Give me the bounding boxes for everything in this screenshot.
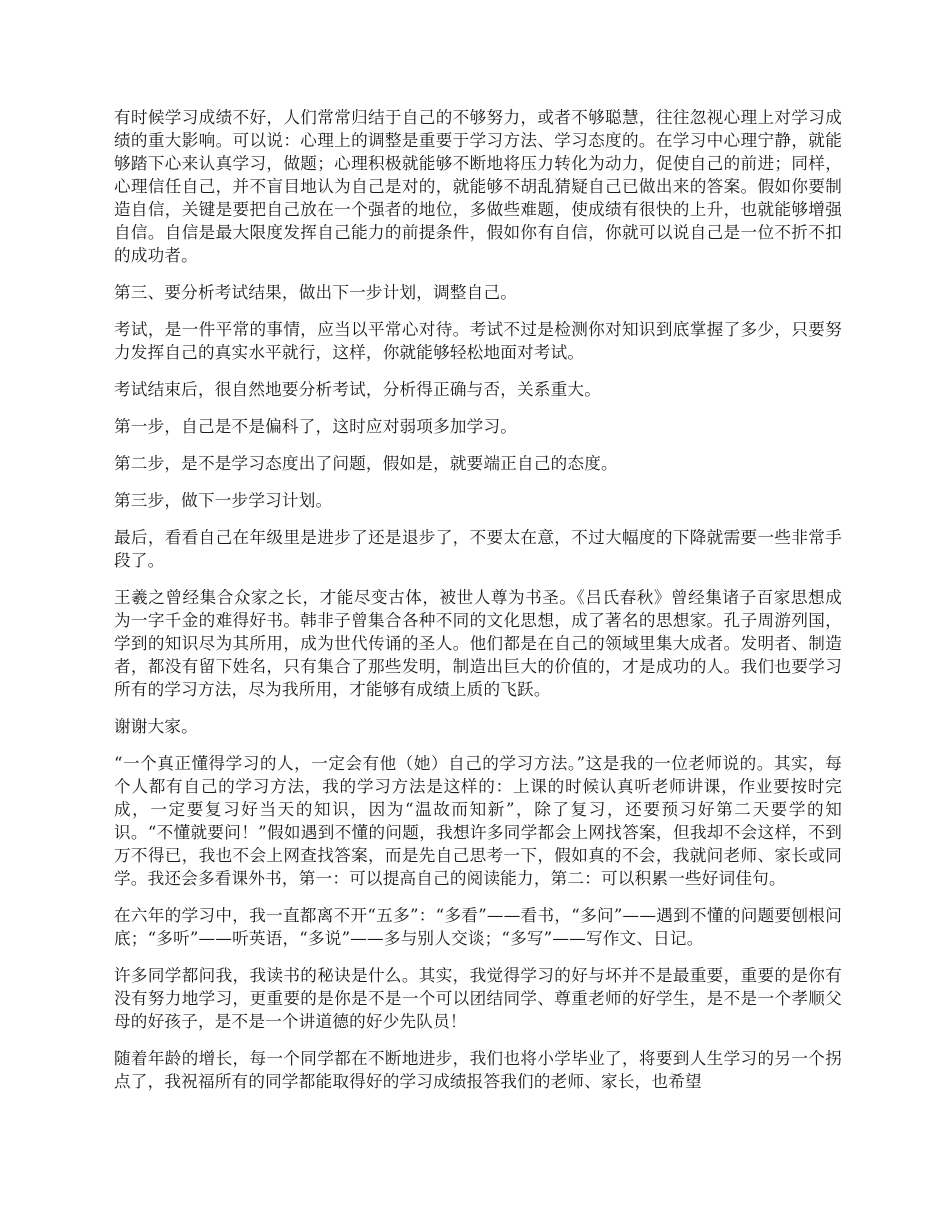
paragraph-6: 第二步，是不是学习态度出了问题，假如是，就要端正自己的态度。: [114, 454, 618, 473]
paragraph-10: 谢谢大家。: [114, 717, 198, 736]
paragraph-12: 在六年的学习中，我一直都离不开“五多”：“多看”——看书，“多问”——遇到不懂的问题要刨根问底；“多听”——听英语，“多说”——多与别人交谈；“多写”——写作文、日记。: [114, 906, 842, 948]
paragraph-4: 考试结束后，很自然地要分析考试，分析得正确与否，关系重大。: [114, 380, 602, 399]
paragraph-2: 第三、要分析考试结果，做出下一步计划，调整自己。: [114, 283, 518, 302]
paragraph-9: 王羲之曾经集合众家之长，才能尽变古体，被世人尊为书圣。《吕氏春秋》曾经集诸子百家思想成为一字千金的难得好书。韩非子曾集合各种不同的文化思想，成了著名的思想家。孔子周游列国，学到的知识尽为其所用，成为世代传诵的圣人。他们都是在自己的领域里集大成者。发明者、制造者，都没有留下姓名，只有集合了那些发明，制造出巨大的价值的，才是成功的人。我们也要学习所有的学习方法，尽为我所用，才能够有成绩上质的飞跃。: [114, 588, 842, 699]
document-body: [114, 106, 842, 1107]
paragraph-1: 有时候学习成绩不好，人们常常归结于自己的不够努力，或者不够聪慧，往往忽视心理上对学习成绩的重大影响。可以说：心理上的调整是重要于学习方法、学习态度的。在学习中心理宁静，就能够踏下心来认真学习，做题；心理积极就能够不断地将压力转化为动力，促使自己的前进；同样，心理信任自己，并不盲目地认为自己是对的，就能够不胡乱猜疑自己已做出来的答案。假如你要制造自信，关键是要把自己放在一个强者的地位，多做些难题，使成绩有很快的上升，也就能够增强自信。自信是最大限度发挥自己能力的前提条件，假如你有自信，你就可以说自己是一位不折不扣的成功者。: [114, 108, 842, 265]
paragraph-13: 许多同学都问我，我读书的秘诀是什么。其实，我觉得学习的好与坏并不是最重要，重要的是你有没有努力地学习，更重要的是你是不是一个可以团结同学、尊重老师的好学生，是不是一个孝顺父母的好孩子，是不是一个讲道德的好少先队员！: [114, 966, 842, 1031]
paragraph-11: “一个真正懂得学习的人，一定会有他（她）自己的学习方法。”这是我的一位老师说的。其实，每个人都有自己的学习方法，我的学习方法是这样的：上课的时候认真听老师讲课，作业要按时完成，一定要复习好当天的知识，因为“温故而知新”，除了复习，还要预习好第二天要学的知识。“不懂就要问！”假如遇到不懂的问题，我想许多同学都会上网找答案，但我却不会这样，不到万不得已，我也不会上网查找答案，而是先自己思考一下，假如真的不会，我就问老师、家长或同学。我还会多看课外书，第一：可以提高自己的阅读能力，第二：可以积累一些好词佳句。: [114, 754, 842, 888]
paragraph-5: 第一步，自己是不是偏科了，这时应对弱项多加学习。: [114, 417, 518, 436]
paragraph-3: 考试，是一件平常的事情，应当以平常心对待。考试不过是检测你对知识到底掌握了多少，只要努力发挥自己的真实水平就行，这样，你就能够轻松地面对考试。: [114, 320, 842, 362]
paragraph-14: 随着年龄的增长，每一个同学都在不断地进步，我们也将小学毕业了，将要到人生学习的另一个拐点了，我祝福所有的同学都能取得好的学习成绩报答我们的老师、家长，也希望: [114, 1049, 842, 1091]
paragraph-8: 最后，看看自己在年级里是进步了还是退步了，不要太在意，不过大幅度的下降就需要一些非常手段了。: [114, 528, 842, 570]
paragraph-7: 第三步，做下一步学习计划。: [114, 491, 333, 510]
